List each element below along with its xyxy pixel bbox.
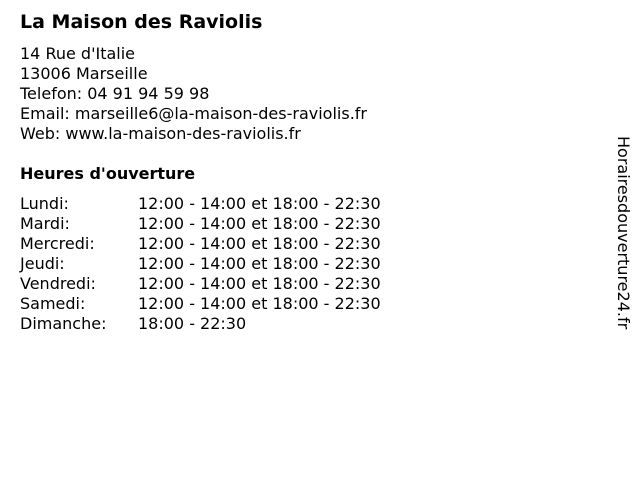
day-label: Samedi: [20, 294, 86, 313]
email-line: Email: marseille6@la-maison-des-raviolis.fr [20, 104, 367, 123]
time-value: 12:00 - 14:00 et 18:00 - 22:30 [138, 294, 381, 313]
phone-line: Telefon: 04 91 94 59 98 [20, 84, 210, 103]
day-label: Dimanche: [20, 314, 107, 333]
day-label: Mardi: [20, 214, 70, 233]
day-label: Jeudi: [20, 254, 65, 273]
contact-block [20, 44, 367, 144]
day-label: Lundi: [20, 194, 69, 213]
day-label: Mercredi: [20, 234, 95, 253]
time-value: 12:00 - 14:00 et 18:00 - 22:30 [138, 214, 381, 233]
address-city: 13006 Marseille [20, 64, 148, 83]
opening-hours-heading: Heures d'ouverture [20, 164, 196, 183]
web-line: Web: www.la-maison-des-raviolis.fr [20, 124, 301, 143]
address-street: 14 Rue d'Italie [20, 44, 135, 63]
time-value: 12:00 - 14:00 et 18:00 - 22:30 [138, 254, 381, 273]
time-value: 12:00 - 14:00 et 18:00 - 22:30 [138, 234, 381, 253]
site-watermark: Horairesdouverture24.fr [614, 136, 633, 330]
time-value: 12:00 - 14:00 et 18:00 - 22:30 [138, 274, 381, 293]
business-name: La Maison des Raviolis [20, 11, 263, 33]
time-value: 12:00 - 14:00 et 18:00 - 22:30 [138, 194, 381, 213]
time-value: 18:00 - 22:30 [138, 314, 247, 333]
day-label: Vendredi: [20, 274, 96, 293]
